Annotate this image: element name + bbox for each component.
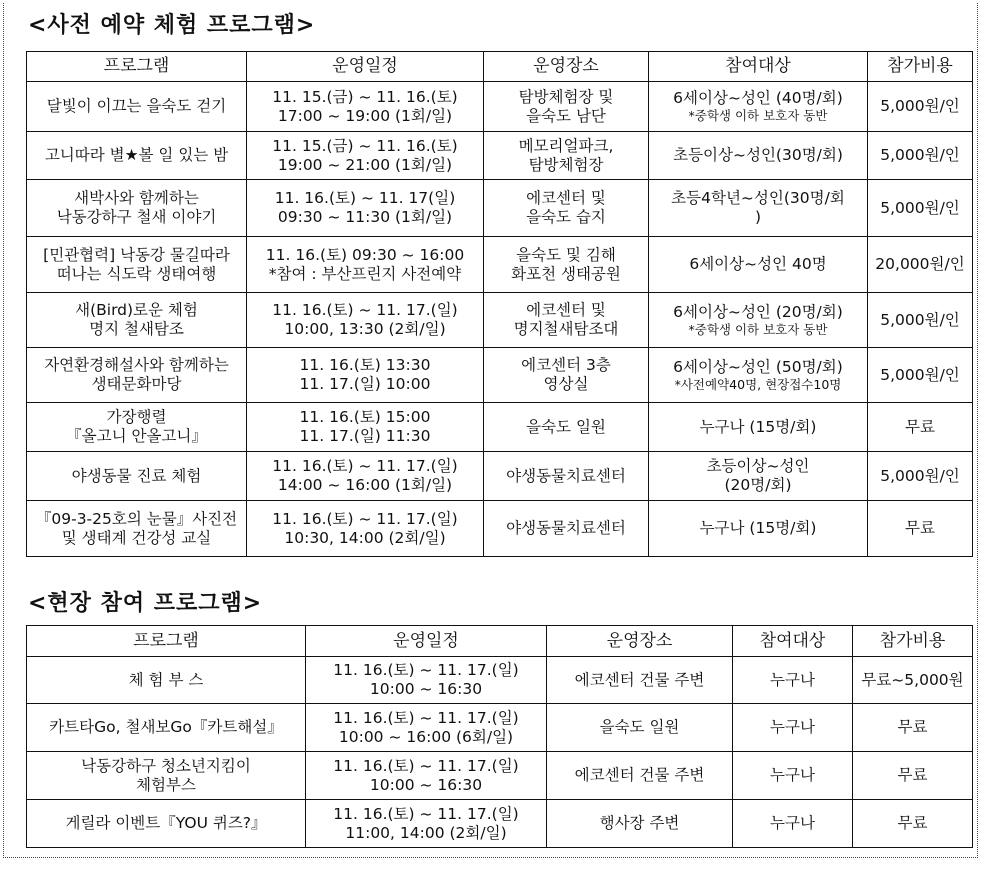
schedule-line: 10:30, 14:00 (2회/일) xyxy=(284,528,446,547)
header-fee: 참가비용 xyxy=(853,626,973,657)
program-cell xyxy=(27,82,247,132)
table-row xyxy=(27,704,973,752)
target-cell xyxy=(649,237,868,293)
program-cell xyxy=(27,348,247,403)
schedule-line: 11. 16.(토) ~ 11. 17.(일) xyxy=(333,756,519,775)
schedule-cell xyxy=(247,452,484,501)
table-row xyxy=(27,82,973,132)
target-line: 6세이상~성인 40명 xyxy=(689,255,827,273)
program-cell xyxy=(27,237,247,293)
venue-cell xyxy=(484,132,649,180)
schedule-line: 14:00 ~ 16:00 (1회/일) xyxy=(277,476,453,494)
target-note: *사전예약40명, 현장접수10명 xyxy=(674,376,842,392)
venue-line: 메모리얼파크, xyxy=(518,136,614,155)
fee-cell xyxy=(868,452,973,501)
schedule-cell xyxy=(306,752,547,800)
program-line: 자연환경해설사와 함께하는 xyxy=(44,356,229,374)
table-row xyxy=(27,132,973,180)
target-cell xyxy=(733,657,853,704)
venue-cell xyxy=(547,657,733,704)
fee-cell xyxy=(868,132,973,180)
venue-line: 야생동물치료센터 xyxy=(506,466,626,485)
header-fee: 참가비용 xyxy=(868,52,973,82)
section-title-onsite: <현장 참여 프로그램> xyxy=(28,591,263,616)
target-cell xyxy=(649,403,868,452)
target-line: 누구나 (15명/회) xyxy=(699,519,817,537)
fee-cell xyxy=(868,501,973,557)
target-line: 6세이상~성인 (20명/회) xyxy=(673,302,843,321)
fee-value: 무료 xyxy=(897,766,928,784)
table-row xyxy=(27,180,973,237)
table-row xyxy=(27,501,973,557)
fee-value: 무료 xyxy=(905,417,935,436)
table-row xyxy=(27,452,973,501)
program-cell xyxy=(27,293,247,348)
schedule-line: 19:00 ~ 21:00 (1회/일) xyxy=(277,155,453,174)
program-line: 게릴라 이벤트『YOU 퀴즈?』 xyxy=(65,814,267,832)
schedule-line: 11. 16.(토) 15:00 xyxy=(299,408,431,426)
schedule-line: 11. 17.(일) 10:00 xyxy=(299,375,431,393)
venue-line: 화포천 생태공원 xyxy=(511,264,621,283)
schedule-line: 11. 16.(토) 13:30 xyxy=(299,356,431,374)
fee-value: 5,000원/인 xyxy=(880,97,960,115)
target-line: ) xyxy=(754,208,762,226)
program-cell xyxy=(27,180,247,237)
program-line: 고니따라 별★볼 일 있는 밤 xyxy=(44,146,229,164)
target-cell xyxy=(733,704,853,752)
venue-line: 을숙도 및 김해 xyxy=(516,245,616,264)
venue-cell xyxy=(484,452,649,501)
program-line: 카트타Go, 철새보Go『카트해설』 xyxy=(49,718,283,736)
table-header-row xyxy=(27,52,973,82)
header-target: 참여대상 xyxy=(733,626,853,657)
header-venue: 운영장소 xyxy=(547,626,733,657)
program-line: 『09-3-25호의 눈물』사진전 xyxy=(35,509,238,528)
target-line: 6세이상~성인 (40명/회) xyxy=(673,89,843,107)
venue-line: 탐방체험장 xyxy=(528,155,604,174)
header-target: 참여대상 xyxy=(649,52,868,82)
target-cell xyxy=(733,752,853,800)
fee-cell xyxy=(868,293,973,348)
schedule-line: 10:00 ~ 16:00 (6회/일) xyxy=(338,727,514,746)
schedule-line: 11. 16.(토) ~ 11. 17.(일) xyxy=(272,509,458,528)
venue-cell xyxy=(547,752,733,800)
program-cell xyxy=(27,657,306,704)
program-line: 새(Bird)로운 체험 xyxy=(75,301,198,319)
target-cell xyxy=(733,800,853,848)
venue-cell xyxy=(484,180,649,237)
program-line: 떠나는 식도락 생태여행 xyxy=(56,264,217,283)
header-schedule: 운영일정 xyxy=(306,626,547,657)
target-note: *중학생 이하 보호자 동반 xyxy=(688,108,828,123)
fee-cell xyxy=(868,237,973,293)
program-cell xyxy=(27,501,247,557)
fee-cell xyxy=(853,704,973,752)
table-row xyxy=(27,293,973,348)
fee-value: 무료 xyxy=(897,718,928,736)
program-line: 새박사와 함께하는 xyxy=(74,189,199,207)
program-line: 낙동강하구 청소년지킴이 xyxy=(81,756,251,775)
fee-cell xyxy=(853,752,973,800)
venue-cell xyxy=(484,237,649,293)
target-cell xyxy=(649,82,868,132)
target-line: 초등이상~성인 xyxy=(706,457,810,475)
venue-cell xyxy=(484,293,649,348)
program-cell xyxy=(27,132,247,180)
schedule-line: 17:00 ~ 19:00 (1회/일) xyxy=(277,106,453,125)
target-line: 누구나 xyxy=(770,718,815,736)
fee-value: 5,000원/인 xyxy=(880,466,960,485)
venue-cell xyxy=(484,348,649,403)
schedule-line: 10:00, 13:30 (2회/일) xyxy=(284,320,446,338)
program-line: 체 험 부 스 xyxy=(128,670,204,689)
program-line: 낙동강하구 철새 이야기 xyxy=(56,208,217,226)
program-line: 야생동물 진료 체험 xyxy=(71,466,202,485)
venue-cell xyxy=(484,82,649,132)
target-cell xyxy=(649,452,868,501)
program-line: 명지 철새탐조 xyxy=(89,320,184,338)
fee-value: 무료 xyxy=(905,519,935,537)
venue-line: 탐방체험장 및 xyxy=(518,87,614,106)
target-line: 누구나 xyxy=(770,670,815,689)
venue-cell xyxy=(484,501,649,557)
venue-line: 을숙도 일원 xyxy=(526,417,606,436)
program-cell xyxy=(27,403,247,452)
fee-cell xyxy=(868,403,973,452)
fee-value: 무료 xyxy=(897,814,928,832)
schedule-cell xyxy=(306,657,547,704)
target-line: 누구나 (15명/회) xyxy=(699,417,817,436)
schedule-line: 11. 16.(토) ~ 11. 17(일) xyxy=(274,189,456,207)
target-line: 누구나 xyxy=(770,766,815,784)
target-line: 초등이상~성인(30명/회) xyxy=(673,146,843,164)
fee-value: 5,000원/인 xyxy=(880,365,960,384)
schedule-cell xyxy=(247,403,484,452)
schedule-cell xyxy=(247,180,484,237)
schedule-line: 11. 15.(금) ~ 11. 16.(토) xyxy=(272,87,458,106)
fee-cell xyxy=(868,348,973,403)
schedule-line: 11. 15.(금) ~ 11. 16.(토) xyxy=(272,136,458,155)
reservation-program-table xyxy=(26,51,973,557)
target-line: (20명/회) xyxy=(724,476,792,494)
program-cell xyxy=(27,704,306,752)
target-line: 초등4학년~성인(30명/회 xyxy=(671,189,845,207)
target-note: *중학생 이하 보호자 동반 xyxy=(688,321,828,337)
venue-cell xyxy=(484,403,649,452)
schedule-line: 11. 16.(토) ~ 11. 17.(일) xyxy=(333,804,519,823)
schedule-line: 09:30 ~ 11:30 (1회/일) xyxy=(277,208,453,226)
fee-value: 5,000원/인 xyxy=(880,310,960,329)
venue-line: 을숙도 남단 xyxy=(526,106,606,125)
schedule-cell xyxy=(247,237,484,293)
onsite-program-table xyxy=(26,625,973,848)
schedule-line: 11. 16.(토) ~ 11. 17.(일) xyxy=(272,457,458,475)
schedule-line: 11. 17.(일) 11:30 xyxy=(299,427,431,445)
header-program: 프로그램 xyxy=(27,626,306,657)
program-line: 체험부스 xyxy=(136,775,196,794)
table-row xyxy=(27,237,973,293)
header-venue: 운영장소 xyxy=(484,52,649,82)
target-cell xyxy=(649,132,868,180)
schedule-line: 11. 16.(토) ~ 11. 17.(일) xyxy=(333,661,519,679)
venue-line: 을숙도 일원 xyxy=(599,718,680,736)
schedule-line: *참여 : 부산프린지 사전예약 xyxy=(268,264,462,283)
venue-line: 에코센터 건물 주변 xyxy=(574,766,705,784)
venue-line: 영상실 xyxy=(543,375,589,393)
schedule-line: 11:00, 14:00 (2회/일) xyxy=(345,823,507,842)
schedule-line: 11. 16.(토) 09:30 ~ 16:00 xyxy=(265,245,465,264)
venue-line: 명지철새탐조대 xyxy=(513,320,619,338)
program-line: [민관협력] 낙동강 물길따라 xyxy=(43,245,230,264)
schedule-line: 10:00 ~ 16:30 xyxy=(369,680,483,698)
table-row xyxy=(27,657,973,704)
fee-value: 무료~5,000원 xyxy=(861,670,964,689)
fee-value: 5,000원/인 xyxy=(880,146,960,164)
fee-value: 5,000원/인 xyxy=(880,198,960,217)
venue-cell xyxy=(547,800,733,848)
schedule-cell xyxy=(247,82,484,132)
table-row xyxy=(27,752,973,800)
fee-value: 20,000원/인 xyxy=(875,255,965,273)
venue-line: 을숙도 습지 xyxy=(526,208,606,226)
venue-line: 에코센터 및 xyxy=(526,189,606,207)
target-line: 누구나 xyxy=(770,814,815,832)
target-cell xyxy=(649,501,868,557)
program-line: 생태문화마당 xyxy=(91,375,182,393)
venue-line: 야생동물치료센터 xyxy=(506,519,626,537)
schedule-cell xyxy=(247,348,484,403)
schedule-line: 11. 16.(토) ~ 11. 17.(일) xyxy=(333,708,519,727)
schedule-cell xyxy=(306,800,547,848)
header-schedule: 운영일정 xyxy=(247,52,484,82)
venue-line: 에코센터 건물 주변 xyxy=(574,670,705,689)
venue-line: 에코센터 및 xyxy=(526,301,606,319)
fee-cell xyxy=(868,180,973,237)
table-row xyxy=(27,348,973,403)
program-cell xyxy=(27,752,306,800)
table-row xyxy=(27,800,973,848)
target-cell xyxy=(649,348,868,403)
venue-line: 에코센터 3층 xyxy=(521,356,611,374)
schedule-cell xyxy=(247,132,484,180)
program-line: 및 생태계 건강성 교실 xyxy=(61,528,212,547)
schedule-line: 10:00 ~ 16:30 xyxy=(369,775,483,794)
section-title-reservation: <사전 예약 체험 프로그램> xyxy=(28,13,316,38)
schedule-line: 11. 16.(토) ~ 11. 17.(일) xyxy=(272,301,458,319)
fee-cell xyxy=(853,657,973,704)
target-cell xyxy=(649,293,868,348)
program-line: 『올고니 안올고니』 xyxy=(66,427,207,445)
fee-cell xyxy=(868,82,973,132)
header-program: 프로그램 xyxy=(27,52,247,82)
program-line: 가장행렬 xyxy=(106,408,167,426)
fee-cell xyxy=(853,800,973,848)
program-cell xyxy=(27,800,306,848)
program-cell xyxy=(27,452,247,501)
schedule-cell xyxy=(247,293,484,348)
venue-cell xyxy=(547,704,733,752)
venue-line: 행사장 주변 xyxy=(599,814,680,832)
table-row xyxy=(27,403,973,452)
schedule-cell xyxy=(306,704,547,752)
schedule-cell xyxy=(247,501,484,557)
program-line: 달빛이 이끄는 을숙도 걷기 xyxy=(46,97,227,115)
target-cell xyxy=(649,180,868,237)
target-line: 6세이상~성인 (50명/회) xyxy=(673,357,843,376)
table-header-row xyxy=(27,626,973,657)
